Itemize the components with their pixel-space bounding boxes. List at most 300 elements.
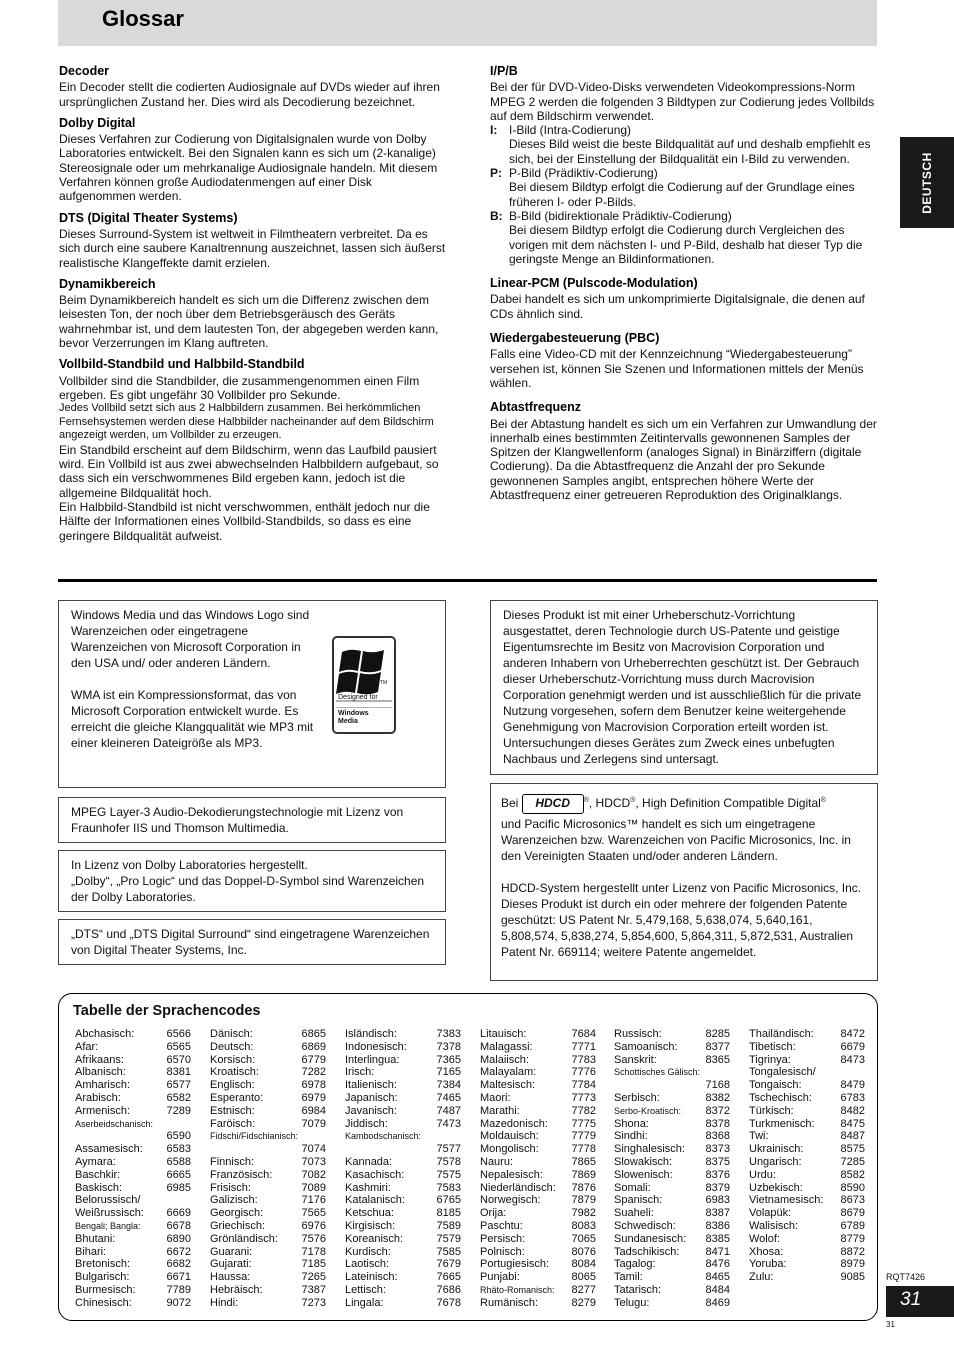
language-column xyxy=(208,1028,326,1310)
entry-title: Dolby Digital xyxy=(59,115,136,130)
language-name: Zulu: xyxy=(749,1271,774,1284)
language-name: Tamil: xyxy=(614,1271,643,1284)
language-code: 8487 xyxy=(840,1130,865,1143)
language-name: Samoanisch: xyxy=(614,1040,678,1053)
language-row xyxy=(478,1271,596,1284)
language-code: 7982 xyxy=(571,1207,596,1220)
language-name: Lettisch: xyxy=(345,1283,386,1296)
language-code: 7665 xyxy=(436,1271,461,1284)
language-row xyxy=(478,1105,596,1118)
language-row xyxy=(612,1105,730,1118)
language-code: 6682 xyxy=(166,1258,191,1271)
language-row xyxy=(747,1182,865,1195)
language-name: Georgisch: xyxy=(210,1207,264,1220)
language-row xyxy=(747,1194,865,1207)
language-name: Aserbeidschanisch: xyxy=(75,1118,154,1129)
language-row xyxy=(208,1233,326,1246)
language-code: 8285 xyxy=(705,1028,730,1040)
language-row xyxy=(478,1194,596,1207)
language-row xyxy=(73,1258,191,1271)
language-row xyxy=(478,1169,596,1182)
language-code: 7876 xyxy=(571,1181,596,1194)
model-code: RQT7426 xyxy=(886,1272,926,1282)
language-code: 8484 xyxy=(705,1283,730,1296)
ipb-desc: Bei diesem Bildtyp erfolgt die Codierung auf der Grundlage eines früheren I- oder P-Bilds. xyxy=(509,180,855,209)
language-code: 6869 xyxy=(301,1040,326,1053)
entry-dynamikbereich xyxy=(59,277,451,350)
language-code: 8575 xyxy=(840,1143,865,1156)
language-code: 6679 xyxy=(840,1040,865,1053)
language-row xyxy=(747,1130,865,1143)
language-name: Malayalam: xyxy=(480,1066,537,1079)
language-code: 8365 xyxy=(705,1053,730,1066)
language-row xyxy=(612,1246,730,1259)
language-name: Malagassi: xyxy=(480,1040,533,1053)
language-name: Japanisch: xyxy=(345,1091,398,1104)
notice-text: HDCD-System hergestellt unter Lizenz von Pacific Microsonics, Inc. Dieses Produkt ist durch ein oder mehrere der folgenden Patente geschützt: US Patent Nr. 5,479,168, 5,638,074, 5,640,161, 5,808,574, 5,838,274, 5,854,600, 5,864,311, 5,872,531, Australien Patent Nr. 669114; weitere Patente angemeldet. xyxy=(501,881,862,959)
language-row xyxy=(478,1182,596,1195)
windows-media-logo xyxy=(332,636,396,734)
language-name: Afar: xyxy=(75,1040,99,1053)
language-name: Tatarisch: xyxy=(614,1283,662,1296)
language-code: 8381 xyxy=(166,1066,191,1079)
language-row xyxy=(612,1169,730,1182)
language-name: Ungarisch: xyxy=(749,1155,802,1168)
language-name: Arabisch: xyxy=(75,1091,121,1104)
ipb-item-i xyxy=(490,123,882,137)
language-name: Twi: xyxy=(749,1130,769,1143)
language-name: Kasachisch: xyxy=(345,1168,405,1181)
language-code: 8475 xyxy=(840,1117,865,1130)
language-code: 9085 xyxy=(840,1271,865,1284)
language-name: Suaheli: xyxy=(614,1207,654,1220)
ipb-label: P-Bild (Prädiktiv-Codierung) xyxy=(509,166,658,181)
language-name: Bretonisch: xyxy=(75,1258,131,1271)
language-code: 8185 xyxy=(436,1207,461,1220)
language-row xyxy=(612,1220,730,1233)
language-name: Tschechisch: xyxy=(749,1091,812,1104)
language-row xyxy=(343,1258,461,1271)
language-name: Mazedonisch: xyxy=(480,1117,548,1130)
hdcd-mark: ® xyxy=(583,797,589,804)
language-code: 7684 xyxy=(571,1028,596,1040)
language-name: Bengali; Bangla: xyxy=(75,1220,141,1231)
language-code: 8476 xyxy=(705,1258,730,1271)
hdcd-pre: Bei xyxy=(501,796,519,810)
language-code: 8482 xyxy=(840,1104,865,1117)
language-name: Yoruba: xyxy=(749,1258,787,1271)
language-name: Shona: xyxy=(614,1117,649,1130)
language-row xyxy=(612,1233,730,1246)
language-row xyxy=(208,1066,326,1079)
entry-text: Bei der für DVD-Video-Disks verwendeten Videokompressions-Norm MPEG 2 werden die folgenden 3 Bildtypen zur Codierung jedes Vollbilds auf dem Bildschirm verwendet. xyxy=(490,80,875,123)
language-code: 7378 xyxy=(436,1040,461,1053)
language-name: Sindhi: xyxy=(614,1130,648,1143)
language-code: 6984 xyxy=(301,1104,326,1117)
language-code: 6665 xyxy=(166,1168,191,1181)
language-row xyxy=(73,1220,191,1233)
language-row xyxy=(73,1182,191,1195)
language-row xyxy=(73,1297,191,1310)
language-name: Somali: xyxy=(614,1181,651,1194)
language-table-title: Tabelle der Sprachencodes xyxy=(73,1003,261,1019)
language-name: Interlingua: xyxy=(345,1053,400,1066)
language-side-tab xyxy=(900,137,954,228)
language-row xyxy=(208,1220,326,1233)
language-code: 7465 xyxy=(436,1091,461,1104)
language-name: Kirgisisch: xyxy=(345,1219,396,1232)
entry-vollbild-halbbild xyxy=(59,357,451,542)
language-code: 7289 xyxy=(166,1104,191,1117)
language-name: Polnisch: xyxy=(480,1245,525,1258)
language-name: Bihari: xyxy=(75,1245,107,1258)
language-row xyxy=(208,1297,326,1310)
language-code: 7583 xyxy=(436,1181,461,1194)
dts-trademark-notice xyxy=(58,919,446,965)
language-code: 7565 xyxy=(301,1207,326,1220)
entry-dts xyxy=(59,211,451,270)
language-code: 8375 xyxy=(705,1155,730,1168)
entry-abtastfrequenz xyxy=(490,400,882,502)
language-code: 8872 xyxy=(840,1245,865,1258)
language-code: 7578 xyxy=(436,1155,461,1168)
language-name: Englisch: xyxy=(210,1079,255,1092)
language-row xyxy=(612,1182,730,1195)
language-row xyxy=(747,1054,865,1067)
hdcd-logo: HDCD xyxy=(522,794,584,814)
language-row xyxy=(612,1297,730,1310)
language-code: 6983 xyxy=(705,1194,730,1207)
language-code: 7779 xyxy=(571,1130,596,1143)
language-name: Maltesisch: xyxy=(480,1079,536,1092)
hdcd-post: , HDCD xyxy=(588,796,631,810)
language-code: 8376 xyxy=(705,1168,730,1181)
side-tab-label: DEUTSCH xyxy=(920,151,934,214)
notice-text: Dieses Produkt ist mit einer Urheberschutz-Vorrichtung ausgestattet, deren Technologie durch US-Patente und geistige Eigentumsrechte im Besitz von Macrovision Corporation und anderen Inhabern von Urheberrechten geschützt ist. Der Gebrauch dieser Urheberschutz-Vorrichtung muss durch Macrovision Corporation genehmigt werden und ist ausschließlich für die private Nutzung vorgesehen, sofern dem Benutzer keine weitergehende Genehmigung von Macrovision Corporation erteilt worden ist. Untersuchungen dieses Gerätes zum Zweck eines unbefugten Nachbaus und Zerlegens sind untersagt. xyxy=(503,608,862,766)
language-name: Faröisch: xyxy=(210,1117,256,1130)
language-code: 8084 xyxy=(571,1258,596,1271)
entry-decoder xyxy=(59,64,451,109)
language-code: 7089 xyxy=(301,1181,326,1194)
notice-text: Windows Media und das Windows Logo sind Warenzeichen oder eingetragene Warenzeichen von Microsoft Corporation in den USA und/ oder anderen Ländern. xyxy=(71,608,310,670)
language-name: Französisch: xyxy=(210,1168,273,1181)
language-row xyxy=(73,1233,191,1246)
language-row xyxy=(747,1169,865,1182)
language-code: 7168 xyxy=(705,1079,730,1092)
language-row xyxy=(612,1207,730,1220)
language-name: Volapük: xyxy=(749,1207,792,1220)
language-row xyxy=(208,1079,326,1092)
language-code: 7065 xyxy=(571,1232,596,1245)
language-row xyxy=(612,1118,730,1131)
language-code: 6582 xyxy=(166,1091,191,1104)
language-code: 7585 xyxy=(436,1245,461,1258)
language-code: 9072 xyxy=(166,1296,191,1309)
language-name: Gujarati: xyxy=(210,1258,252,1271)
language-row xyxy=(73,1118,191,1131)
language-code: 7165 xyxy=(436,1066,461,1079)
language-row xyxy=(747,1233,865,1246)
entry-dolby-digital xyxy=(59,116,451,204)
logo-designed-for: Designed for xyxy=(338,694,378,701)
language-code: 7879 xyxy=(571,1194,596,1207)
language-name: Thailändisch: xyxy=(749,1028,814,1040)
language-name: Katalanisch: xyxy=(345,1194,405,1207)
language-row xyxy=(208,1271,326,1284)
language-code: 7775 xyxy=(571,1117,596,1130)
mpeg-license-notice xyxy=(58,797,446,843)
language-row xyxy=(478,1066,596,1079)
language-name: Estnisch: xyxy=(210,1104,255,1117)
language-name: Ukrainisch: xyxy=(749,1143,804,1156)
language-name: Koreanisch: xyxy=(345,1232,404,1245)
language-name: Italienisch: xyxy=(345,1079,397,1092)
language-code: 7778 xyxy=(571,1143,596,1156)
language-name: Xhosa: xyxy=(749,1245,784,1258)
language-row xyxy=(343,1118,461,1131)
language-row xyxy=(73,1041,191,1054)
language-row xyxy=(747,1143,865,1156)
language-code: 6588 xyxy=(166,1155,191,1168)
language-row xyxy=(747,1118,865,1131)
language-row xyxy=(208,1258,326,1271)
language-row xyxy=(478,1258,596,1271)
ipb-desc: Bei diesem Bildtyp erfolgt die Codierung durch Vergleichen des vorigen mit dem nächsten I- und P-Bild, deshalb hat dieser Typ die geringste Menge an Bildinformationen. xyxy=(509,223,863,266)
language-name: Serbo-Kroatisch: xyxy=(614,1105,682,1116)
entry-text: Ein Decoder stellt die codierten Audiosignale auf DVDs wieder auf ihren ursprünglichen Zustand her. Dies wird als Decodierung bezeichnet. xyxy=(59,80,440,109)
language-name: Baschkir: xyxy=(75,1168,121,1181)
ipb-key: P: xyxy=(490,166,502,181)
notice-text: und Pacific Microsonics™ handelt es sich um eingetragene Warenzeichen bzw. Warenzeichen von Pacific Microsonics, Inc. in den Vereinigten Staaten und/oder anderen Ländern. xyxy=(501,817,851,863)
entry-text: Dabei handelt es sich um unkomprimierte Digitalsignale, die denen auf CDs ähnlich sind. xyxy=(490,292,865,321)
language-row xyxy=(208,1130,326,1143)
language-code: 7865 xyxy=(571,1155,596,1168)
entry-text: Bei der Abtastung handelt es sich um ein Verfahren zur Umwandlung der innerhalb eines bestimmten Zeitintervalls gewonnenen Samples der Spitzen der Klangwellenform (analoges Signal) in Binärziffern (digitale Codierung). Da die Abtastfrequenz die Anzahl der pro Sekunde gewonnenen Samples angibt, entsprechen höhere Werte der Abtastfrequenz einer getreueren Reproduktion des Originalklangs. xyxy=(490,416,877,503)
language-name: Serbisch: xyxy=(614,1091,660,1104)
language-row xyxy=(208,1284,326,1297)
language-name: Sanskrit: xyxy=(614,1053,657,1066)
language-code: 8377 xyxy=(705,1040,730,1053)
language-row xyxy=(73,1271,191,1284)
language-code: 6789 xyxy=(840,1219,865,1232)
macrovision-notice xyxy=(490,600,878,775)
language-row xyxy=(478,1297,596,1310)
language-name: Portugiesisch: xyxy=(480,1258,550,1271)
language-row xyxy=(612,1284,730,1297)
language-row xyxy=(343,1194,461,1207)
language-code: 7575 xyxy=(436,1168,461,1181)
language-code: 8373 xyxy=(705,1143,730,1156)
language-name: Rhäto-Romanisch: xyxy=(480,1284,555,1295)
hdcd-mark: ® xyxy=(820,797,826,804)
entry-pbc xyxy=(490,331,882,390)
language-code: 8277 xyxy=(571,1283,596,1296)
language-row xyxy=(73,1246,191,1259)
language-name: Tongaisch: xyxy=(749,1079,802,1092)
language-name: Kroatisch: xyxy=(210,1066,259,1079)
language-row xyxy=(747,1220,865,1233)
language-code: 7185 xyxy=(301,1258,326,1271)
language-code: 6577 xyxy=(166,1079,191,1092)
language-row xyxy=(73,1054,191,1067)
language-name: Irisch: xyxy=(345,1066,375,1079)
language-row xyxy=(73,1130,191,1143)
language-code: 7678 xyxy=(436,1296,461,1309)
language-row xyxy=(343,1220,461,1233)
entry-text: Beim Dynamikbereich handelt es sich um die Differenz zwischen dem leisesten Ton, der noch über dem Betriebsgeräusch des Geräts wahrnehmbar ist, und dem lautesten Ton, der abgegeben werden kann, bevor Verzerrungen im Klang auftreten. xyxy=(59,293,439,351)
entry-linear-pcm xyxy=(490,276,882,321)
language-row xyxy=(478,1284,596,1297)
language-code: 6565 xyxy=(166,1040,191,1053)
language-name: Amharisch: xyxy=(75,1079,131,1092)
language-code: 7365 xyxy=(436,1053,461,1066)
language-code: 8465 xyxy=(705,1271,730,1284)
language-code: 7773 xyxy=(571,1091,596,1104)
language-name: Albanisch: xyxy=(75,1066,126,1079)
ipb-label: I-Bild (Intra-Codierung) xyxy=(509,123,632,138)
language-row xyxy=(747,1092,865,1105)
notice-text: In Lizenz von Dolby Laboratories hergestellt. xyxy=(71,858,308,872)
language-row xyxy=(208,1194,326,1207)
language-name: Wolof: xyxy=(749,1232,780,1245)
language-name: Spanisch: xyxy=(614,1194,663,1207)
language-name: Armenisch: xyxy=(75,1104,131,1117)
language-name: Fidschi/Fidschianisch: xyxy=(210,1131,299,1142)
language-name: Paschtu: xyxy=(480,1219,523,1232)
language-code: 8368 xyxy=(705,1130,730,1143)
language-code: 6590 xyxy=(166,1130,191,1143)
language-column xyxy=(478,1028,596,1310)
language-row xyxy=(343,1130,461,1143)
language-row xyxy=(478,1207,596,1220)
language-name: Kurdisch: xyxy=(345,1245,391,1258)
page-number: 31 xyxy=(900,1289,922,1310)
language-name: Orija: xyxy=(480,1207,507,1220)
language-name: Haussa: xyxy=(210,1271,251,1284)
title-bar xyxy=(58,0,877,46)
language-code: 7576 xyxy=(301,1232,326,1245)
entry-text-small: Jedes Vollbild setzt sich aus 2 Halbbildern zusammen. Bei herkömmlichen Fernsehsystemen werden diese Halbbilder nacheinander auf dem Bildschirm angezeigt werden, um Vollbilder zu erzeugen. xyxy=(59,402,434,442)
language-code: 6779 xyxy=(301,1053,326,1066)
language-name: Bhutani: xyxy=(75,1232,116,1245)
language-name: Punjabi: xyxy=(480,1271,520,1284)
entry-text: Dieses Surround-System ist weltweit in Filmtheatern verbreitet. Da es sich durch eine saubere Kanaltrennung auszeichnet, lassen sich äußerst realistische Klangeffekte damit erzielen. xyxy=(59,226,446,270)
language-name: Grönländisch: xyxy=(210,1232,278,1245)
entry-title: Decoder xyxy=(59,64,110,78)
language-code: 8471 xyxy=(705,1245,730,1258)
language-code: 8083 xyxy=(571,1219,596,1232)
language-name: Afrikaans: xyxy=(75,1053,124,1066)
language-name: Nepalesisch: xyxy=(480,1168,543,1181)
language-row xyxy=(73,1143,191,1156)
language-name: Tagalog: xyxy=(614,1258,656,1271)
page-title: Glossar xyxy=(102,6,184,31)
language-row xyxy=(747,1028,865,1041)
language-row xyxy=(208,1054,326,1067)
language-code: 7074 xyxy=(301,1143,326,1156)
language-row xyxy=(343,1054,461,1067)
language-row xyxy=(747,1207,865,1220)
language-name: Telugu: xyxy=(614,1296,650,1309)
language-name: Bulgarisch: xyxy=(75,1271,130,1284)
language-code: 7082 xyxy=(301,1168,326,1181)
language-name: Russisch: xyxy=(614,1028,662,1040)
language-column xyxy=(73,1028,191,1310)
entry-title: DTS (Digital Theater Systems) xyxy=(59,210,238,225)
ipb-item-p xyxy=(490,166,882,180)
language-name: Walisisch: xyxy=(749,1219,799,1232)
language-code: 7079 xyxy=(301,1117,326,1130)
language-code: 6765 xyxy=(436,1194,461,1207)
language-name: Finnisch: xyxy=(210,1155,255,1168)
language-name: Sundanesisch: xyxy=(614,1232,687,1245)
language-name: Dänisch: xyxy=(210,1028,253,1040)
language-code: 6678 xyxy=(166,1219,191,1232)
entry-text: Falls eine Video-CD mit der Kennzeichnung “Wiedergabesteuerung” versehen ist, können Sie Szenen und Informationen mittels der Menüs wählen. xyxy=(490,347,864,390)
language-row xyxy=(612,1066,730,1079)
language-code: 8076 xyxy=(571,1245,596,1258)
language-row xyxy=(73,1092,191,1105)
language-code: 6672 xyxy=(166,1245,191,1258)
language-code: 8372 xyxy=(705,1104,730,1117)
language-code: 7784 xyxy=(571,1079,596,1092)
language-name: Isländisch: xyxy=(345,1028,397,1040)
language-code: 6570 xyxy=(166,1053,191,1066)
language-name: Maori: xyxy=(480,1091,511,1104)
language-code: 8382 xyxy=(705,1091,730,1104)
glossary-left-column xyxy=(59,64,451,550)
language-row xyxy=(478,1156,596,1169)
language-name: Chinesisch: xyxy=(75,1296,132,1309)
language-row xyxy=(747,1271,865,1284)
language-name: Tibetisch: xyxy=(749,1040,796,1053)
language-code: 8386 xyxy=(705,1219,730,1232)
language-row xyxy=(612,1028,730,1041)
language-row xyxy=(478,1246,596,1259)
language-code: 8279 xyxy=(571,1296,596,1309)
language-row xyxy=(343,1182,461,1195)
entry-text: Dieses Verfahren zur Codierung von Digitalsignalen wurde von Dolby Laboratories entwickelt. Bei den Signalen kann es sich um (2-kanalige) Stereosignale oder um mehrkanalige Audiosignale handeln. Mit diesem Verfahren können große Audiodatenmengen auf einer Disk aufgenommen werden. xyxy=(59,132,438,204)
ipb-label: B-Bild (bidirektionale Prädiktiv-Codierung) xyxy=(509,208,732,223)
language-row xyxy=(343,1143,461,1156)
language-row xyxy=(478,1028,596,1041)
language-code: 8679 xyxy=(840,1207,865,1220)
language-code: 7783 xyxy=(571,1053,596,1066)
language-name: Baskisch: xyxy=(75,1181,123,1194)
language-row xyxy=(747,1258,865,1271)
entry-title: Dynamikbereich xyxy=(59,276,156,291)
language-name: Nauru: xyxy=(480,1155,514,1168)
language-name: Uzbekisch: xyxy=(749,1181,803,1194)
language-code: 6890 xyxy=(166,1232,191,1245)
language-code: 8472 xyxy=(840,1028,865,1040)
language-code: 7789 xyxy=(166,1283,191,1296)
language-code: 7273 xyxy=(301,1296,326,1309)
language-name: Tigrinya: xyxy=(749,1053,791,1066)
language-code: 6671 xyxy=(166,1271,191,1284)
language-row xyxy=(208,1143,326,1156)
language-code: 7265 xyxy=(301,1271,326,1284)
language-code: 7176 xyxy=(301,1194,326,1207)
language-row xyxy=(73,1105,191,1118)
language-row xyxy=(747,1041,865,1054)
language-code: 7579 xyxy=(436,1232,461,1245)
entry-title: Vollbild-Standbild und Halbbild-Standbild xyxy=(59,357,305,372)
language-name: Aymara: xyxy=(75,1155,116,1168)
ipb-desc: Dieses Bild weist die beste Bildqualität auf und deshalb empfiehlt es sich, bei der Einstellung der Bildqualität ein I-Bild zu verwenden. xyxy=(509,137,871,166)
language-code: 8473 xyxy=(840,1053,865,1066)
language-row xyxy=(612,1079,730,1092)
